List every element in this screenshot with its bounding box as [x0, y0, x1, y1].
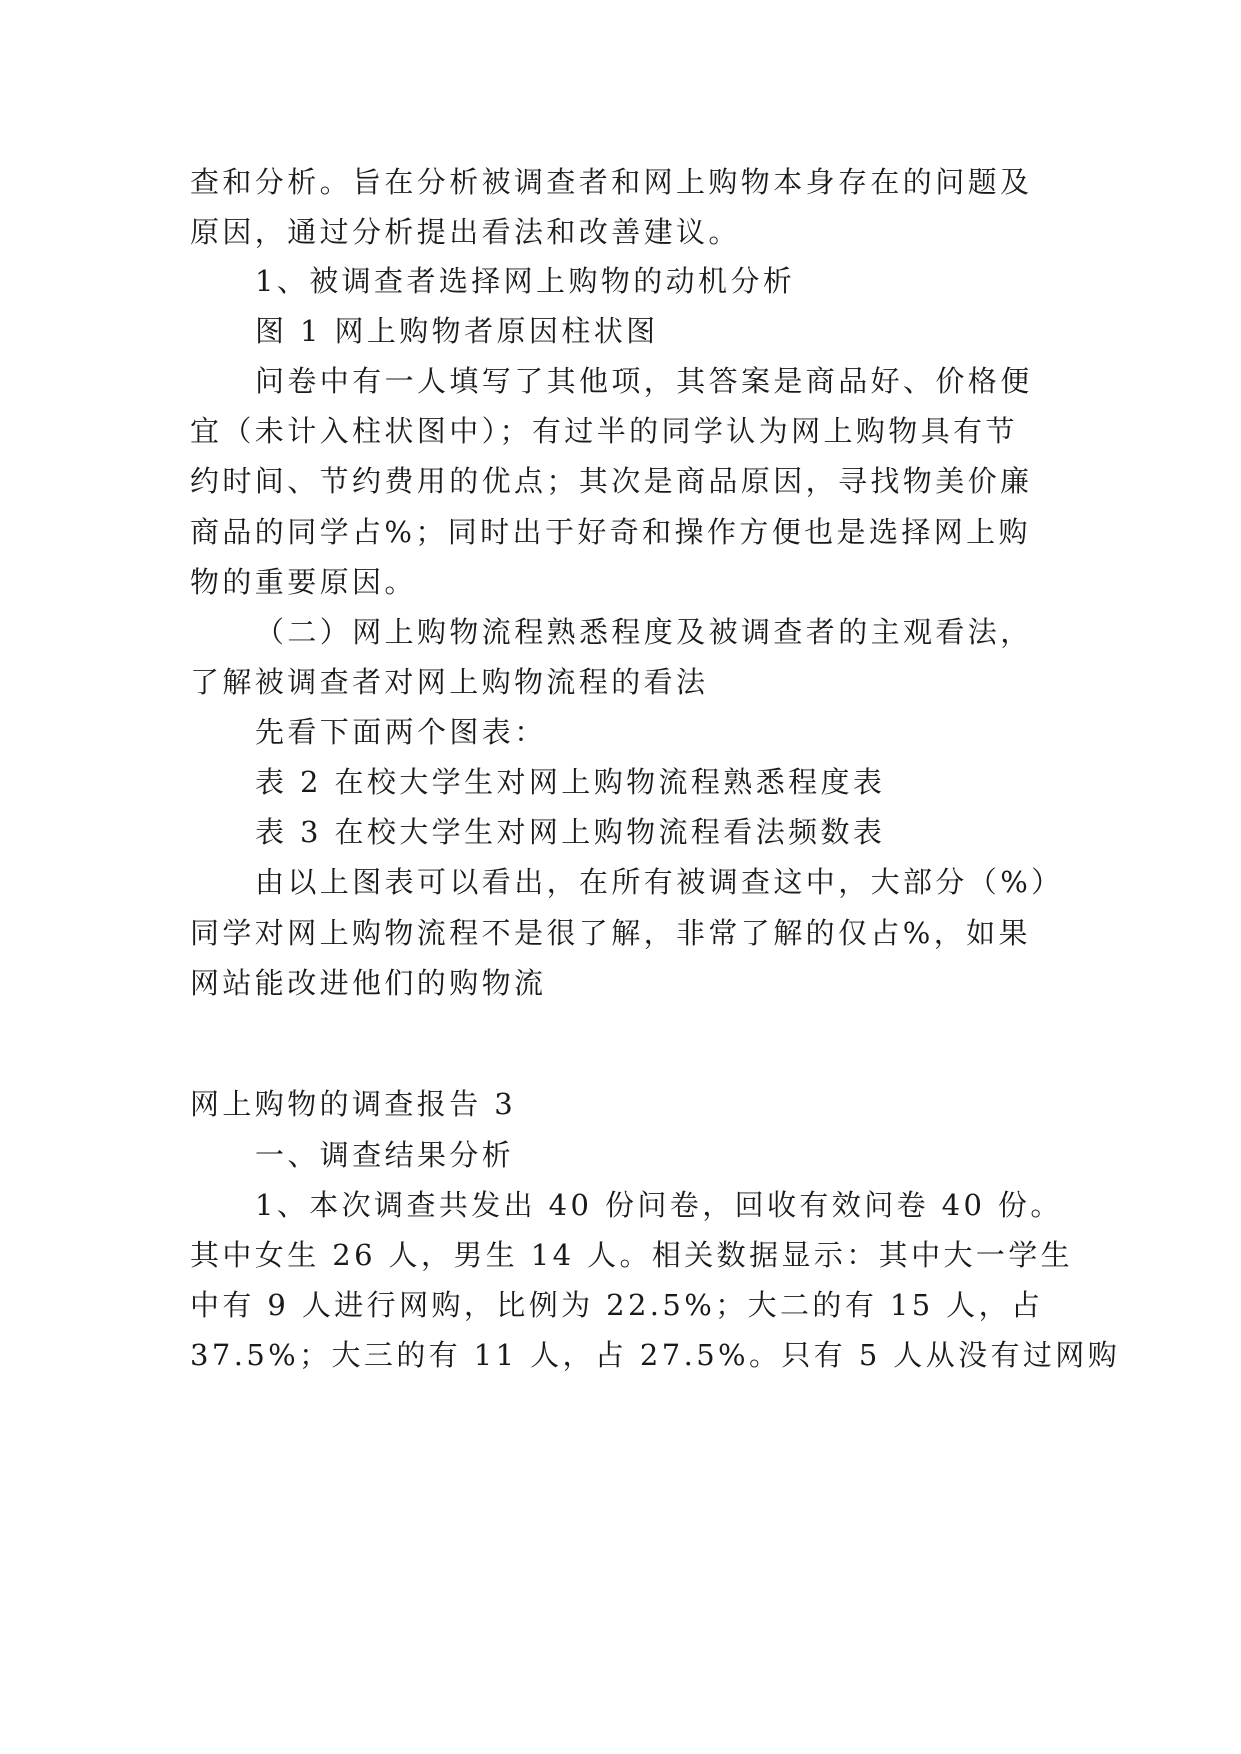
text-line: 问卷中有一人填写了其他项，其答案是商品好、价格便 — [255, 364, 1033, 398]
text-line: 1、本次调查共发出 40 份问卷，回收有效问卷 40 份。 — [255, 1188, 1063, 1222]
document-title: 网上购物的调查报告 3 — [190, 1087, 517, 1121]
section-heading: 一、调查结果分析 — [255, 1138, 515, 1172]
figure-caption: 图 1 网上购物者原因柱状图 — [255, 314, 659, 348]
text-line: 物的重要原因。 — [190, 565, 417, 599]
text-line: 网站能改进他们的购物流 — [190, 966, 547, 1000]
text-line: 宜（未计入柱状图中）；有过半的同学认为网上购物具有节 — [190, 414, 1018, 448]
text-line: 原因，通过分析提出看法和改善建议。 — [190, 215, 741, 249]
text-line: 先看下面两个图表： — [255, 715, 547, 749]
section-heading: 1、被调查者选择网上购物的动机分析 — [255, 264, 796, 298]
text-line: 中有 9 人进行网购，比例为 22.5%；大二的有 15 人，占 — [190, 1288, 1044, 1322]
section-heading: （二）网上购物流程熟悉程度及被调查者的主观看法， — [255, 615, 1033, 649]
text-line: 商品的同学占%；同时出于好奇和操作方便也是选择网上购 — [190, 515, 1031, 549]
table-caption: 表 3 在校大学生对网上购物流程看法频数表 — [255, 815, 886, 849]
text-line: 由以上图表可以看出，在所有被调查这中，大部分（%） — [255, 865, 1064, 899]
text-line: 约时间、节约费用的优点；其次是商品原因，寻找物美价廉 — [190, 464, 1033, 498]
text-line: 其中女生 26 人，男生 14 人。相关数据显示：其中大一学生 — [190, 1238, 1074, 1272]
text-line: 查和分析。旨在分析被调查者和网上购物本身存在的问题及 — [190, 165, 1033, 199]
table-caption: 表 2 在校大学生对网上购物流程熟悉程度表 — [255, 765, 886, 799]
text-line: 同学对网上购物流程不是很了解，非常了解的仅占%，如果 — [190, 916, 1031, 950]
text-line: 了解被调查者对网上购物流程的看法 — [190, 665, 709, 699]
text-line: 37.5%；大三的有 11 人，占 27.5%。只有 5 人从没有过网购 — [190, 1338, 1121, 1372]
